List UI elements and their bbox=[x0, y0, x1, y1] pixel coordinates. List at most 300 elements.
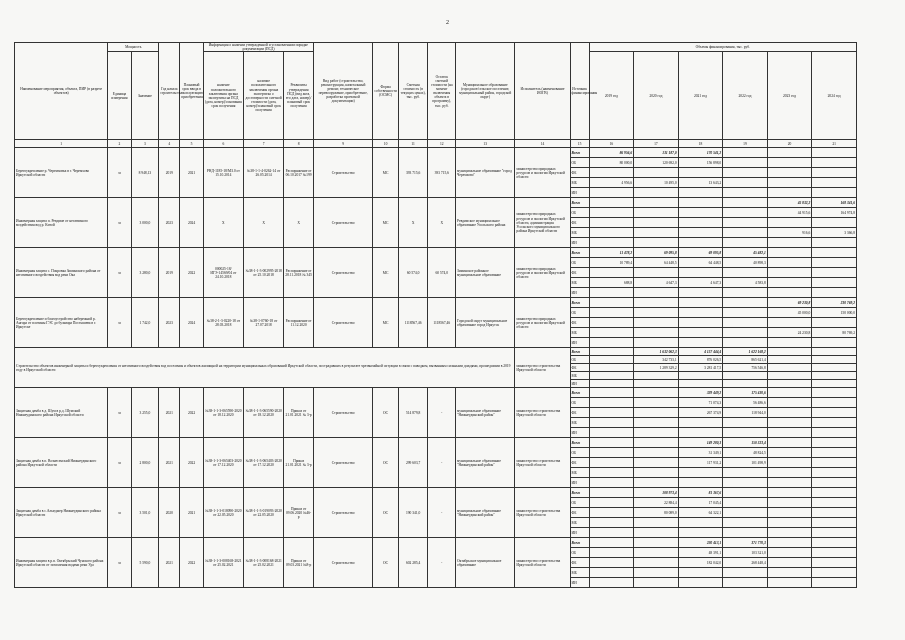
end-year-cell: 2022 bbox=[180, 438, 203, 488]
amount-cell bbox=[767, 288, 812, 298]
amount-cell bbox=[723, 228, 768, 238]
ownership-cell: ОС bbox=[373, 438, 398, 488]
conclusion-cell: №38-1-0760-18 от 27.07.2018 bbox=[243, 298, 283, 348]
amount-cell bbox=[589, 428, 634, 438]
source-cell: Всего bbox=[570, 438, 589, 448]
source-cell: МБ bbox=[570, 418, 589, 428]
amount-cell bbox=[634, 318, 679, 328]
amount-cell: 10 495,0 bbox=[634, 178, 679, 188]
object-name: Защитная дамба в с.Алыгджер Нижнеудинского района Иркутской области bbox=[15, 488, 108, 538]
source-cell: ОБ bbox=[570, 448, 589, 458]
municipality-cell: Ревдимское муниципальное образование Усольского района bbox=[456, 198, 515, 248]
source-cell: Всего bbox=[570, 148, 589, 158]
amount-cell bbox=[589, 488, 634, 498]
amount-cell bbox=[634, 538, 679, 548]
amount-cell bbox=[678, 372, 723, 380]
amount-cell bbox=[678, 288, 723, 298]
amount-cell bbox=[812, 558, 857, 568]
cost-cell: 602 285,4 bbox=[398, 538, 428, 588]
amount-cell: 118 944,0 bbox=[723, 408, 768, 418]
amount-cell bbox=[678, 168, 723, 178]
unit-cell: м bbox=[108, 248, 131, 298]
table-row bbox=[15, 438, 857, 448]
conclusion-cell: №38-1-1-3-002995-2018 от 25.10.2018 bbox=[243, 248, 283, 298]
amount-cell bbox=[589, 308, 634, 318]
source-cell: ФБ bbox=[570, 168, 589, 178]
amount-cell bbox=[634, 398, 679, 408]
amount-cell: 150 000,0 bbox=[812, 308, 857, 318]
amount-cell bbox=[634, 238, 679, 248]
ownership-cell: МС bbox=[373, 148, 398, 198]
amount-cell bbox=[767, 372, 812, 380]
amount-cell bbox=[634, 218, 679, 228]
col-number: 14 bbox=[515, 140, 570, 148]
amount-cell bbox=[767, 398, 812, 408]
amount-cell bbox=[723, 518, 768, 528]
amount-cell bbox=[678, 208, 723, 218]
amount-cell: 48 391,1 bbox=[678, 548, 723, 558]
amount-cell bbox=[812, 278, 857, 288]
amount-cell: 156 898,0 bbox=[678, 158, 723, 168]
amount-cell bbox=[767, 158, 812, 168]
source-cell: ИИ bbox=[570, 478, 589, 488]
amount-cell bbox=[589, 372, 634, 380]
amount-cell bbox=[634, 578, 679, 588]
ownership-cell: ОС bbox=[373, 388, 398, 438]
amount-cell bbox=[634, 372, 679, 380]
ownership-cell: ОС bbox=[373, 538, 398, 588]
remaining-cell: - bbox=[428, 538, 456, 588]
remaining-cell: Х bbox=[428, 198, 456, 248]
amount-cell bbox=[767, 548, 812, 558]
source-cell: ИИ bbox=[570, 380, 589, 388]
object-name: Защитная дамба в д. Шум в р.д. Шумский Нижнеудинского района Иркутской области bbox=[15, 388, 108, 438]
amount-cell bbox=[589, 318, 634, 328]
value-cell: 3 280,0 bbox=[131, 248, 159, 298]
col-number: 4 bbox=[159, 140, 180, 148]
table-row bbox=[15, 538, 857, 548]
amount-cell: 4 647,3 bbox=[634, 278, 679, 288]
expertise-cell: Х bbox=[203, 198, 243, 248]
amount-cell bbox=[634, 208, 679, 218]
source-cell: ФБ bbox=[570, 508, 589, 518]
col-number: 19 bbox=[723, 140, 768, 148]
col-number: 20 bbox=[767, 140, 812, 148]
amount-cell bbox=[767, 318, 812, 328]
amount-cell bbox=[812, 348, 857, 356]
amount-cell bbox=[634, 298, 679, 308]
unit-cell: м bbox=[108, 298, 131, 348]
amount-cell bbox=[678, 528, 723, 538]
municipality-cell: муниципальное образование "Нижнеудинский район" bbox=[456, 438, 515, 488]
table-row bbox=[15, 388, 857, 398]
section-row bbox=[15, 348, 857, 356]
expertise-cell: №38-1-1-3-008168-2021 от 25.02.2021 bbox=[203, 538, 243, 588]
amount-cell bbox=[812, 568, 857, 578]
amount-cell bbox=[589, 518, 634, 528]
source-cell: ИИ bbox=[570, 428, 589, 438]
amount-cell bbox=[767, 248, 812, 258]
amount-cell: 45 482,1 bbox=[723, 248, 768, 258]
amount-cell: 230 769,2 bbox=[812, 298, 857, 308]
source-cell: МБ bbox=[570, 328, 589, 338]
start-year-cell: 2021 bbox=[159, 438, 180, 488]
col-number: 21 bbox=[812, 140, 857, 148]
source-cell: ФБ bbox=[570, 218, 589, 228]
amount-cell bbox=[767, 178, 812, 188]
work-type-cell: Строительство bbox=[313, 148, 372, 198]
conclusion-cell: №38-1-1-3-008168-2021 от 25.02.2021 bbox=[243, 538, 283, 588]
amount-cell: 688,8 bbox=[589, 278, 634, 288]
amount-cell bbox=[767, 538, 812, 548]
amount-cell bbox=[812, 178, 857, 188]
amount-cell bbox=[678, 328, 723, 338]
amount-cell bbox=[812, 268, 857, 278]
amount-cell: 10 789,4 bbox=[589, 258, 634, 268]
amount-cell: 24 230,8 bbox=[767, 328, 812, 338]
requisites-cell: Распоряжение от 11.12.2020 bbox=[284, 298, 314, 348]
header-municipality: Муниципальное образование (городское/сельское поселение, муниципальный район, городской округ) bbox=[456, 43, 515, 140]
value-cell: 2 800,0 bbox=[131, 438, 159, 488]
amount-cell bbox=[589, 348, 634, 356]
table-row bbox=[15, 298, 857, 308]
source-cell: ИИ bbox=[570, 288, 589, 298]
unit-cell: м bbox=[108, 148, 131, 198]
end-year-cell: 2022 bbox=[180, 248, 203, 298]
cost-cell: 1118567,46 bbox=[398, 298, 428, 348]
amount-cell bbox=[634, 468, 679, 478]
remaining-cell: 60 574,0 bbox=[428, 248, 456, 298]
col-number: 2 bbox=[108, 140, 131, 148]
end-year-cell: 2024 bbox=[180, 198, 203, 248]
amount-cell bbox=[723, 208, 768, 218]
executor-cell: министерство природных ресурсов и экологии Иркутской области, администрация Усольского муниципального района Иркутской области bbox=[515, 198, 570, 248]
work-type-cell: Строительство bbox=[313, 388, 372, 438]
header-requisites: Реквизиты утверждения ПСД (вид акта, его дата, номер)/плановый срок получения bbox=[284, 52, 314, 140]
amount-cell bbox=[589, 218, 634, 228]
conclusion-cell: №38-1-1-3-065403-2020 от 17.12.2020 bbox=[243, 438, 283, 488]
amount-cell bbox=[812, 448, 857, 458]
amount-cell: 916,6 bbox=[767, 228, 812, 238]
amount-cell bbox=[589, 408, 634, 418]
amount-cell bbox=[767, 268, 812, 278]
amount-cell bbox=[767, 438, 812, 448]
source-cell: ФБ bbox=[570, 408, 589, 418]
amount-cell: 120 692,0 bbox=[634, 158, 679, 168]
start-year-cell: 2019 bbox=[159, 248, 180, 298]
municipality-cell: муниципальное образование "Нижнеудинский район" bbox=[456, 388, 515, 438]
amount-cell bbox=[812, 518, 857, 528]
object-name: Инженерная защита в р.п. Октябрьский Чунского района Иркутской области от затопления водами реки Уда bbox=[15, 538, 108, 588]
municipality-cell: Городской округ муниципальное образование город Иркутск bbox=[456, 298, 515, 348]
amount-cell: 86 956,6 bbox=[589, 148, 634, 158]
expertise-cell: №38-1-1-3-065590-2020 от 18.12.2020 bbox=[203, 388, 243, 438]
source-cell: МБ bbox=[570, 568, 589, 578]
amount-cell: 4 647,3 bbox=[678, 278, 723, 288]
amount-cell: 80 089,0 bbox=[634, 508, 679, 518]
amount-cell: 45 000,0 bbox=[767, 308, 812, 318]
value-cell: 8 948,13 bbox=[131, 148, 159, 198]
amount-cell: 71 074,3 bbox=[678, 398, 723, 408]
amount-cell: 268 448,4 bbox=[723, 558, 768, 568]
amount-cell bbox=[634, 448, 679, 458]
amount-cell bbox=[589, 508, 634, 518]
source-cell: ОБ bbox=[570, 548, 589, 558]
table-row bbox=[15, 198, 857, 208]
header-name: Наименование мероприятия, объекта, ПИР (в разрезе объектов) bbox=[15, 43, 108, 140]
amount-cell bbox=[767, 468, 812, 478]
conclusion-cell: №38-1-1-3-065590-2020 от 18.12.2020 bbox=[243, 388, 283, 438]
amount-cell bbox=[767, 278, 812, 288]
amount-cell: 81 367,6 bbox=[678, 488, 723, 498]
amount-cell bbox=[812, 548, 857, 558]
requisites-cell: Распоряжение от 06.10.2017 №199 bbox=[284, 148, 314, 198]
amount-cell: 22 884,4 bbox=[634, 498, 679, 508]
amount-cell: 865 621,4 bbox=[723, 356, 768, 364]
amount-cell: 371 770,3 bbox=[723, 538, 768, 548]
amount-cell: 175 430,6 bbox=[723, 388, 768, 398]
ownership-cell: ОС bbox=[373, 488, 398, 538]
section-title: Строительство объектов инженерной защиты и берегоукрепления от негативного воздействия вод поселения и объектов жилищной на территории муниципальных образований Иркутской области, пострадавших в результате чрезвычайной ситуации в связи с паводком, вызванным сильными дождями, прошедшими в 2019 году в Иркутской области bbox=[15, 348, 515, 388]
header-unit: Единица измерения bbox=[108, 52, 131, 140]
amount-cell bbox=[634, 568, 679, 578]
amount-cell: 64 448,5 bbox=[678, 258, 723, 268]
amount-cell bbox=[767, 218, 812, 228]
cost-cell: Х bbox=[398, 198, 428, 248]
expertise-cell: №38-2-1-3-0220-18 от 28.03.2018 bbox=[203, 298, 243, 348]
amount-cell bbox=[767, 356, 812, 364]
end-year-cell: 2021 bbox=[180, 148, 203, 198]
amount-cell bbox=[812, 380, 857, 388]
cost-cell: 393 715,6 bbox=[398, 148, 428, 198]
amount-cell: 64 448,5 bbox=[634, 258, 679, 268]
amount-cell: 1 632 062,3 bbox=[634, 348, 679, 356]
work-type-cell: Строительство bbox=[313, 198, 372, 248]
amount-cell bbox=[812, 338, 857, 348]
object-name: Берегоукрепление р. Черемховка в г. Черемхово Иркутской области bbox=[15, 148, 108, 198]
cost-cell: 190 341,0 bbox=[398, 488, 428, 538]
start-year-cell: 2020 bbox=[159, 488, 180, 538]
amount-cell bbox=[634, 458, 679, 468]
amount-cell bbox=[589, 448, 634, 458]
work-type-cell: Строительство bbox=[313, 248, 372, 298]
amount-cell: 40 898,3 bbox=[723, 258, 768, 268]
amount-cell: 4 583,8 bbox=[723, 278, 768, 288]
amount-cell bbox=[812, 488, 857, 498]
amount-cell bbox=[589, 228, 634, 238]
col-number: 15 bbox=[570, 140, 589, 148]
amount-cell: 131 187,0 bbox=[634, 148, 679, 158]
amount-cell bbox=[723, 418, 768, 428]
amount-cell bbox=[812, 538, 857, 548]
amount-cell bbox=[767, 518, 812, 528]
amount-cell bbox=[812, 356, 857, 364]
amount-cell: 80 769,2 bbox=[812, 328, 857, 338]
amount-cell bbox=[767, 188, 812, 198]
col-number: 6 bbox=[203, 140, 243, 148]
col-number: 3 bbox=[131, 140, 159, 148]
remaining-cell: 393 715,6 bbox=[428, 148, 456, 198]
requisites-cell: Х bbox=[284, 198, 314, 248]
amount-cell bbox=[678, 308, 723, 318]
header-financing: Объемы финансирования, тыс. руб. bbox=[589, 43, 856, 52]
amount-cell bbox=[767, 568, 812, 578]
source-cell: ОБ bbox=[570, 398, 589, 408]
amount-cell bbox=[678, 380, 723, 388]
value-cell: 3 501,0 bbox=[131, 488, 159, 538]
amount-cell bbox=[767, 478, 812, 488]
source-cell: ФБ bbox=[570, 558, 589, 568]
col-number: 16 bbox=[589, 140, 634, 148]
value-cell: 3 000,0 bbox=[131, 198, 159, 248]
amount-cell bbox=[589, 538, 634, 548]
amount-cell bbox=[723, 568, 768, 578]
object-name: Берегоукрепление и благоустройство набережной р. Ангара от плотины ГЭС до бульвара Постышева в г. Иркутске bbox=[15, 298, 108, 348]
amount-cell bbox=[678, 198, 723, 208]
amount-cell bbox=[589, 498, 634, 508]
amount-cell bbox=[812, 398, 857, 408]
unit-cell: м bbox=[108, 538, 131, 588]
cost-cell: 514 879,8 bbox=[398, 388, 428, 438]
cost-cell: 60 574,0 bbox=[398, 248, 428, 298]
executor-cell: министерство природных ресурсов и экологии Иркутской области bbox=[515, 148, 570, 198]
amount-cell bbox=[723, 198, 768, 208]
executor-cell: министерство природных ресурсов и экологии Иркутской области bbox=[515, 298, 570, 348]
work-type-cell: Строительство bbox=[313, 538, 372, 588]
remaining-cell: - bbox=[428, 388, 456, 438]
amount-cell bbox=[767, 408, 812, 418]
amount-cell bbox=[767, 488, 812, 498]
amount-cell bbox=[589, 468, 634, 478]
amount-cell bbox=[634, 168, 679, 178]
source-cell: МБ bbox=[570, 228, 589, 238]
amount-cell bbox=[634, 338, 679, 348]
amount-cell bbox=[589, 458, 634, 468]
amount-cell: 182 042,0 bbox=[678, 558, 723, 568]
amount-cell bbox=[589, 388, 634, 398]
table-row bbox=[15, 148, 857, 158]
amount-cell bbox=[812, 468, 857, 478]
source-cell: ОБ bbox=[570, 308, 589, 318]
amount-cell bbox=[634, 198, 679, 208]
amount-cell: 3 281 417,5 bbox=[678, 364, 723, 372]
amount-cell bbox=[723, 298, 768, 308]
source-cell: Всего bbox=[570, 248, 589, 258]
amount-cell bbox=[723, 288, 768, 298]
amount-cell: 108 973,4 bbox=[634, 488, 679, 498]
amount-cell: 69 230,8 bbox=[767, 298, 812, 308]
amount-cell bbox=[634, 268, 679, 278]
amount-cell: 17 045,4 bbox=[678, 498, 723, 508]
amount-cell bbox=[634, 388, 679, 398]
amount-cell bbox=[634, 188, 679, 198]
amount-cell: 69 095,8 bbox=[678, 248, 723, 258]
amount-cell bbox=[812, 148, 857, 158]
value-cell: 3 255,0 bbox=[131, 388, 159, 438]
amount-cell bbox=[767, 238, 812, 248]
header-conclusion: наличие положительного заключения органа экспертизы о достоверности сметной стоимости (дата, номер)/плановый срок получения bbox=[243, 52, 283, 140]
amount-cell bbox=[723, 308, 768, 318]
source-cell: ОБ bbox=[570, 158, 589, 168]
amount-cell bbox=[678, 238, 723, 248]
amount-cell bbox=[678, 418, 723, 428]
amount-cell bbox=[634, 228, 679, 238]
header-psd-info: Информация о наличии утвержденной и установленном порядке документации (ПСД) bbox=[203, 43, 313, 52]
header-cost: Сметная стоимость (в текущих ценах), тыс. руб. bbox=[398, 43, 428, 140]
amount-cell: 56 486,6 bbox=[723, 398, 768, 408]
requisites-cell: Приказ от 21.01.2021 № 3-р bbox=[284, 388, 314, 438]
amount-cell: 756 546,8 bbox=[723, 364, 768, 372]
unit-cell: м bbox=[108, 388, 131, 438]
amount-cell bbox=[767, 348, 812, 356]
source-cell: ФБ bbox=[570, 458, 589, 468]
amount-cell bbox=[634, 548, 679, 558]
amount-cell bbox=[678, 568, 723, 578]
amount-cell bbox=[678, 228, 723, 238]
amount-cell: 48 824,5 bbox=[723, 448, 768, 458]
amount-cell: 13 643,2 bbox=[678, 178, 723, 188]
header-year: 2020 год bbox=[634, 52, 679, 140]
source-cell: ОБ bbox=[570, 498, 589, 508]
amount-cell bbox=[634, 408, 679, 418]
amount-cell bbox=[812, 408, 857, 418]
start-year-cell: 2023 bbox=[159, 198, 180, 248]
amount-cell bbox=[812, 288, 857, 298]
amount-cell bbox=[634, 308, 679, 318]
amount-cell bbox=[812, 248, 857, 258]
amount-cell bbox=[812, 168, 857, 178]
amount-cell bbox=[723, 528, 768, 538]
amount-cell: 230 413,1 bbox=[678, 538, 723, 548]
amount-cell bbox=[767, 458, 812, 468]
amount-cell: 170 541,2 bbox=[678, 148, 723, 158]
source-cell: МБ bbox=[570, 178, 589, 188]
source-cell: МБ bbox=[570, 372, 589, 380]
end-year-cell: 2024 bbox=[180, 298, 203, 348]
source-cell: ФБ bbox=[570, 268, 589, 278]
executor-cell: министерство строительства Иркутской области bbox=[515, 538, 570, 588]
amount-cell bbox=[589, 478, 634, 488]
amount-cell bbox=[589, 338, 634, 348]
source-cell: Всего bbox=[570, 388, 589, 398]
amount-cell bbox=[812, 428, 857, 438]
unit-cell: м bbox=[108, 438, 131, 488]
amount-cell bbox=[589, 238, 634, 248]
amount-cell bbox=[812, 364, 857, 372]
requisites-cell: Распоряжение от 28.11.2018 № 345 bbox=[284, 248, 314, 298]
amount-cell bbox=[723, 498, 768, 508]
col-number: 13 bbox=[456, 140, 515, 148]
source-cell: ОБ bbox=[570, 356, 589, 364]
amount-cell: 103 321,0 bbox=[723, 548, 768, 558]
start-year-cell: 2019 bbox=[159, 148, 180, 198]
end-year-cell: 2022 bbox=[180, 388, 203, 438]
requisites-cell: Приказ от 09.03.2021 №8-р bbox=[284, 538, 314, 588]
amount-cell bbox=[723, 168, 768, 178]
section-executor: министерство строительства Иркутской области bbox=[515, 348, 570, 388]
amount-cell bbox=[723, 508, 768, 518]
amount-cell: 876 026,5 bbox=[678, 356, 723, 364]
amount-cell bbox=[589, 418, 634, 428]
amount-cell bbox=[767, 258, 812, 268]
expertise-cell: №38-1-1-3-018090-2020 от 22.05.2020 bbox=[203, 488, 243, 538]
amount-cell bbox=[723, 428, 768, 438]
column-numbers-row bbox=[15, 140, 857, 148]
amount-cell bbox=[723, 148, 768, 158]
executor-cell: министерство строительства Иркутской области bbox=[515, 438, 570, 488]
amount-cell: 342 733,1 bbox=[634, 356, 679, 364]
work-type-cell: Строительство bbox=[313, 488, 372, 538]
